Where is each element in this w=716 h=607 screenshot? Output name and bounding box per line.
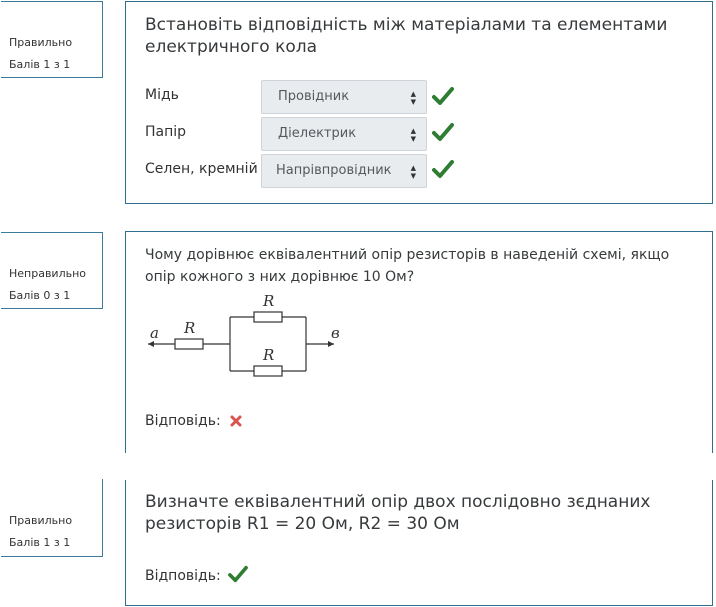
answer-label: Відповідь: xyxy=(145,413,221,429)
match-row-label: Мідь xyxy=(145,87,179,103)
check-icon xyxy=(227,565,249,583)
question-grade: Балів 1 з 1 xyxy=(9,536,71,549)
question-text: Чому дорівнює еквівалентний опір резисторів в наведеній схемі, якщо опір кожного з них дорівнює 10 Ом? xyxy=(145,247,670,285)
question-3-content xyxy=(125,480,713,606)
answer-label: Відповідь: xyxy=(145,568,221,584)
resistor-icon xyxy=(175,339,203,349)
match-row-label: Селен, кремній xyxy=(145,161,258,177)
resistor-label: R xyxy=(184,319,196,337)
question-2-content xyxy=(125,231,713,453)
check-icon xyxy=(432,159,454,179)
question-1-content xyxy=(125,1,713,204)
match-select[interactable] xyxy=(261,117,427,151)
answer-line xyxy=(145,565,249,584)
match-select[interactable] xyxy=(261,80,427,114)
resistor-label: R xyxy=(263,346,275,364)
check-icon xyxy=(432,122,454,142)
select-value: Діелектрик xyxy=(278,126,357,141)
select-arrows-icon: ▲ ▼ xyxy=(410,164,416,180)
cross-icon xyxy=(229,414,243,428)
question-2-info xyxy=(1,232,103,309)
circuit-diagram xyxy=(144,290,354,385)
match-row-label: Папір xyxy=(145,124,187,140)
terminal-label: в xyxy=(331,324,340,342)
resistor-icon xyxy=(254,312,282,322)
question-text: Встановіть відповідність між матеріалами та елементами електричного кола xyxy=(145,15,668,57)
resistor-icon xyxy=(254,366,282,376)
select-value: Напрівпровідник xyxy=(276,163,392,178)
select-value: Провідник xyxy=(278,89,350,104)
question-grade: Балів 1 з 1 xyxy=(9,58,71,71)
question-grade: Балів 0 з 1 xyxy=(9,289,71,302)
question-state: Неправильно xyxy=(9,267,87,280)
terminal-label: а xyxy=(150,324,159,342)
question-state: Правильно xyxy=(9,36,73,49)
select-arrows-icon: ▲ ▼ xyxy=(410,90,416,106)
question-3-info xyxy=(1,479,103,557)
match-select[interactable] xyxy=(261,154,427,188)
answer-line xyxy=(145,413,243,429)
select-arrows-icon: ▲ ▼ xyxy=(410,127,416,143)
check-icon xyxy=(432,86,454,106)
question-text: Визначте еквівалентний опір двох послідовно зєднаних резисторів R1 = 20 Ом, R2 = 30 Ом xyxy=(145,492,651,534)
question-state: Правильно xyxy=(9,514,73,527)
resistor-label: R xyxy=(263,292,275,310)
question-1-info xyxy=(1,1,103,78)
